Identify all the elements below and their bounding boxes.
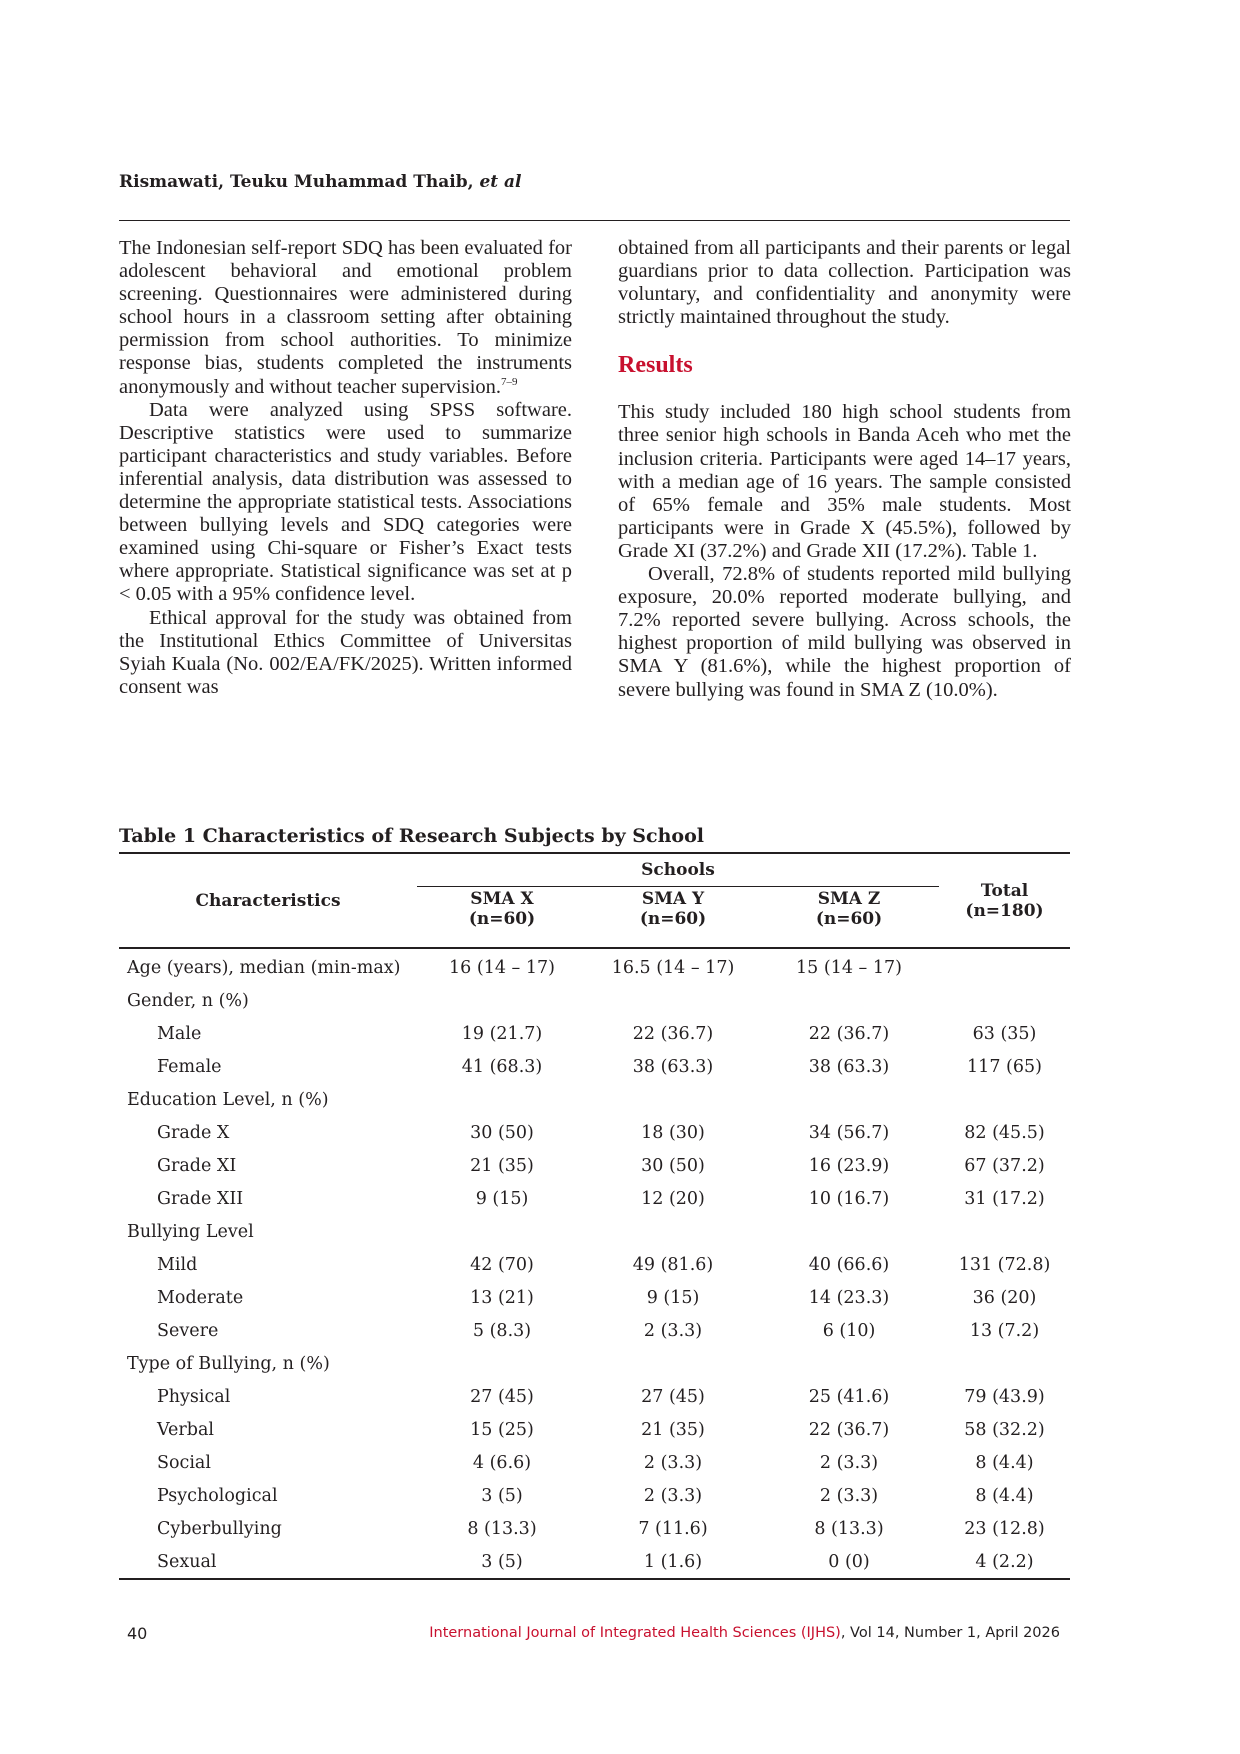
cell-sma-y bbox=[587, 1215, 759, 1248]
header-characteristics: Characteristics bbox=[119, 853, 417, 948]
cell-sma-x: 41 (68.3) bbox=[461, 1056, 543, 1077]
cell-sma-y: 30 (50) bbox=[641, 1155, 705, 1176]
row-label: Moderate bbox=[157, 1287, 244, 1308]
cell-sma-y: 7 (11.6) bbox=[638, 1518, 708, 1539]
cell-total: 8 (4.4) bbox=[975, 1485, 1034, 1506]
cell-sma-z bbox=[759, 1347, 939, 1380]
table-row bbox=[119, 1182, 1070, 1215]
cell-total bbox=[939, 948, 1070, 984]
cell-total: 13 (7.2) bbox=[969, 1320, 1040, 1341]
cell-sma-y: 38 (63.3) bbox=[632, 1056, 714, 1077]
header-sma-z bbox=[759, 887, 939, 949]
citation-superscript: 7–9 bbox=[501, 375, 518, 388]
table-row bbox=[119, 1083, 1070, 1116]
cell-sma-x: 27 (45) bbox=[470, 1386, 534, 1407]
cell-sma-y: 21 (35) bbox=[641, 1419, 705, 1440]
cell-sma-z: 25 (41.6) bbox=[808, 1386, 890, 1407]
cell-sma-z: 38 (63.3) bbox=[808, 1056, 890, 1077]
cell-sma-z: 40 (66.6) bbox=[808, 1254, 890, 1275]
table-body bbox=[119, 948, 1070, 1579]
left-paragraph-1-text: The Indonesian self-report SDQ has been evaluated for adolescent behavioral and emotional problem screening. Questionnaires were administered during school hours in a classroom setting after obtaining permission from school authorities. To minimize response bias, students completed the instruments anonymously and without teacher supervision. bbox=[119, 237, 572, 398]
cell-total: 131 (72.8) bbox=[958, 1254, 1051, 1275]
table-row bbox=[119, 1512, 1070, 1545]
cell-sma-y bbox=[587, 1347, 759, 1380]
table-row bbox=[119, 1017, 1070, 1050]
table-row bbox=[119, 1215, 1070, 1248]
cell-sma-y: 9 (15) bbox=[646, 1287, 700, 1308]
cell-sma-z: 22 (36.7) bbox=[808, 1419, 890, 1440]
cell-total: 31 (17.2) bbox=[964, 1188, 1045, 1209]
cell-sma-y: 2 (3.3) bbox=[643, 1485, 703, 1506]
row-label: Gender, n (%) bbox=[127, 990, 249, 1011]
table-row bbox=[119, 1116, 1070, 1149]
row-label: Verbal bbox=[157, 1419, 214, 1440]
table-row bbox=[119, 1545, 1070, 1579]
cell-total bbox=[939, 1347, 1070, 1380]
cell-total: 67 (37.2) bbox=[964, 1155, 1045, 1176]
header-total bbox=[939, 853, 1070, 948]
cell-total bbox=[939, 984, 1070, 1017]
cell-total: 8 (4.4) bbox=[975, 1452, 1034, 1473]
cell-sma-x: 9 (15) bbox=[475, 1188, 529, 1209]
cell-sma-z bbox=[759, 1083, 939, 1116]
header-total-label: Total bbox=[980, 880, 1029, 901]
cell-sma-y: 12 (20) bbox=[641, 1188, 705, 1209]
table-row bbox=[119, 984, 1070, 1017]
row-label: Severe bbox=[157, 1320, 219, 1341]
cell-total: 82 (45.5) bbox=[964, 1122, 1045, 1143]
header-sma-x bbox=[417, 887, 587, 949]
cell-total: 63 (35) bbox=[972, 1023, 1037, 1044]
left-paragraph-1 bbox=[119, 237, 572, 399]
cell-sma-x: 42 (70) bbox=[470, 1254, 534, 1275]
row-label: Social bbox=[157, 1452, 211, 1473]
header-rule bbox=[119, 220, 1070, 221]
row-label: Grade XII bbox=[157, 1188, 244, 1209]
header-sma-x-n: (n=60) bbox=[468, 909, 536, 929]
right-paragraph-2: Overall, 72.8% of students reported mild bullying exposure, 20.0% reported moderate bullying, and 7.2% reported severe bullying. Across schools, the highest proportion of mild bullying was observed in SMA Y (81.6%), while the highest proportion of severe bullying was found in SMA Z (10.0%). bbox=[618, 563, 1071, 701]
cell-sma-x: 16 (14 – 17) bbox=[449, 957, 555, 978]
table-row bbox=[119, 1281, 1070, 1314]
cell-sma-x: 30 (50) bbox=[470, 1122, 534, 1143]
row-label: Sexual bbox=[119, 1545, 417, 1579]
row-label: Type of Bullying, n (%) bbox=[127, 1353, 330, 1374]
cell-sma-x bbox=[417, 1347, 587, 1380]
cell-sma-y: 22 (36.7) bbox=[632, 1023, 714, 1044]
row-label: Mild bbox=[157, 1254, 198, 1275]
table-row bbox=[119, 1149, 1070, 1182]
table-row bbox=[119, 1413, 1070, 1446]
row-label: Psychological bbox=[157, 1485, 278, 1506]
row-label: Female bbox=[157, 1056, 222, 1077]
header-sma-y-label: SMA Y bbox=[641, 889, 705, 909]
table-row bbox=[119, 1479, 1070, 1512]
table-title: Table 1 Characteristics of Research Subjects by School bbox=[119, 825, 704, 847]
journal-footer bbox=[429, 1625, 1060, 1641]
row-label: Grade X bbox=[157, 1122, 230, 1143]
header-total-n: (n=180) bbox=[965, 900, 1044, 921]
cell-sma-y: 49 (81.6) bbox=[632, 1254, 714, 1275]
table-row bbox=[119, 1248, 1070, 1281]
characteristics-table bbox=[119, 852, 1070, 1580]
page-number: 40 bbox=[127, 1624, 148, 1643]
cell-sma-z bbox=[759, 984, 939, 1017]
right-column bbox=[618, 237, 1071, 702]
cell-sma-x: 8 (13.3) bbox=[467, 1518, 537, 1539]
header-sma-y bbox=[587, 887, 759, 949]
cell-sma-x bbox=[417, 984, 587, 1017]
cell-sma-x bbox=[417, 1083, 587, 1116]
row-label: Age (years), median (min-max) bbox=[127, 957, 401, 978]
table-row bbox=[119, 1314, 1070, 1347]
cell-sma-z: 8 (13.3) bbox=[814, 1518, 884, 1539]
right-paragraph-0: obtained from all participants and their parents or legal guardians prior to data collection. Participation was voluntary, and confidentiality and anonymity were strictly maintained throughout the study. bbox=[618, 237, 1071, 329]
cell-total: 79 (43.9) bbox=[964, 1386, 1045, 1407]
cell-sma-z: 10 (16.7) bbox=[808, 1188, 890, 1209]
cell-sma-y: 1 (1.6) bbox=[587, 1545, 759, 1579]
cell-sma-y: 2 (3.3) bbox=[643, 1320, 703, 1341]
cell-total: 117 (65) bbox=[967, 1056, 1042, 1077]
right-paragraph-1: This study included 180 high school students from three senior high schools in Banda Aceh who met the inclusion criteria. Participants were aged 14–17 years, with a median age of 16 years. The sample consisted of 65% female and 35% male students. Most participants were in Grade X (45.5%), followed by Grade XI (37.2%) and Grade XII (17.2%). Table 1. bbox=[618, 401, 1071, 562]
cell-sma-y bbox=[587, 984, 759, 1017]
cell-sma-z: 2 (3.3) bbox=[819, 1485, 879, 1506]
cell-sma-x: 19 (21.7) bbox=[461, 1023, 543, 1044]
cell-total: 4 (2.2) bbox=[939, 1545, 1070, 1579]
table-row bbox=[119, 1347, 1070, 1380]
cell-sma-y: 16.5 (14 – 17) bbox=[611, 957, 735, 978]
header-sma-y-n: (n=60) bbox=[639, 909, 707, 929]
header-etal: et al bbox=[479, 172, 522, 192]
row-label: Physical bbox=[157, 1386, 231, 1407]
header-schools: Schools bbox=[417, 853, 939, 887]
cell-sma-z: 22 (36.7) bbox=[808, 1023, 890, 1044]
cell-sma-x bbox=[417, 1215, 587, 1248]
row-label: Cyberbullying bbox=[157, 1518, 282, 1539]
header-authors: Rismawati, Teuku Muhammad Thaib, bbox=[119, 172, 474, 192]
header-sma-z-n: (n=60) bbox=[815, 909, 883, 929]
table-row bbox=[119, 1446, 1070, 1479]
journal-issue: , Vol 14, Number 1, April 2026 bbox=[840, 1625, 1060, 1641]
cell-sma-z: 2 (3.3) bbox=[819, 1452, 879, 1473]
cell-sma-z: 6 (10) bbox=[822, 1320, 876, 1341]
cell-sma-x: 21 (35) bbox=[470, 1155, 534, 1176]
left-column bbox=[119, 237, 572, 699]
cell-sma-z: 0 (0) bbox=[759, 1545, 939, 1579]
cell-total bbox=[939, 1215, 1070, 1248]
cell-sma-x: 3 (5) bbox=[481, 1485, 523, 1506]
row-label: Bullying Level bbox=[127, 1221, 254, 1242]
results-heading: Results bbox=[618, 352, 693, 379]
cell-total: 58 (32.2) bbox=[964, 1419, 1045, 1440]
table-container bbox=[119, 852, 1070, 1580]
cell-total: 23 (12.8) bbox=[964, 1518, 1045, 1539]
left-paragraph-2: Data were analyzed using SPSS software. Descriptive statistics were used to summarize participant characteristics and study variables. Before inferential analysis, data distribution was assessed to determine the appropriate statistical tests. Associations between bullying levels and SDQ categories were examined using Chi-square or Fisher’s Exact tests where appropriate. Statistical significance was set at p < 0.05 with a 95% confidence level. bbox=[119, 398, 572, 606]
cell-sma-y: 18 (30) bbox=[641, 1122, 705, 1143]
table-row bbox=[119, 1380, 1070, 1413]
cell-sma-z: 34 (56.7) bbox=[808, 1122, 890, 1143]
cell-sma-y: 27 (45) bbox=[641, 1386, 705, 1407]
table-row bbox=[119, 1050, 1070, 1083]
cell-total: 36 (20) bbox=[972, 1287, 1037, 1308]
running-header bbox=[119, 172, 522, 192]
cell-sma-z: 16 (23.9) bbox=[808, 1155, 890, 1176]
row-label: Education Level, n (%) bbox=[127, 1089, 329, 1110]
cell-sma-z: 15 (14 – 17) bbox=[796, 957, 902, 978]
cell-sma-x: 5 (8.3) bbox=[472, 1320, 532, 1341]
cell-sma-y bbox=[587, 1083, 759, 1116]
row-label: Male bbox=[157, 1023, 202, 1044]
journal-name: International Journal of Integrated Health Sciences (IJHS) bbox=[429, 1625, 841, 1641]
cell-total bbox=[939, 1083, 1070, 1116]
row-label: Grade XI bbox=[157, 1155, 237, 1176]
cell-sma-z: 14 (23.3) bbox=[808, 1287, 890, 1308]
cell-sma-x: 13 (21) bbox=[470, 1287, 534, 1308]
header-sma-z-label: SMA Z bbox=[817, 889, 881, 909]
header-sma-x-label: SMA X bbox=[470, 889, 534, 909]
table-row bbox=[119, 948, 1070, 984]
cell-sma-x: 4 (6.6) bbox=[472, 1452, 532, 1473]
cell-sma-y: 2 (3.3) bbox=[643, 1452, 703, 1473]
cell-sma-x: 15 (25) bbox=[470, 1419, 534, 1440]
cell-sma-z bbox=[759, 1215, 939, 1248]
left-paragraph-3: Ethical approval for the study was obtained from the Institutional Ethics Committee of Universitas Syiah Kuala (No. 002/EA/FK/2025). Written informed consent was bbox=[119, 606, 572, 698]
cell-sma-x: 3 (5) bbox=[417, 1545, 587, 1579]
